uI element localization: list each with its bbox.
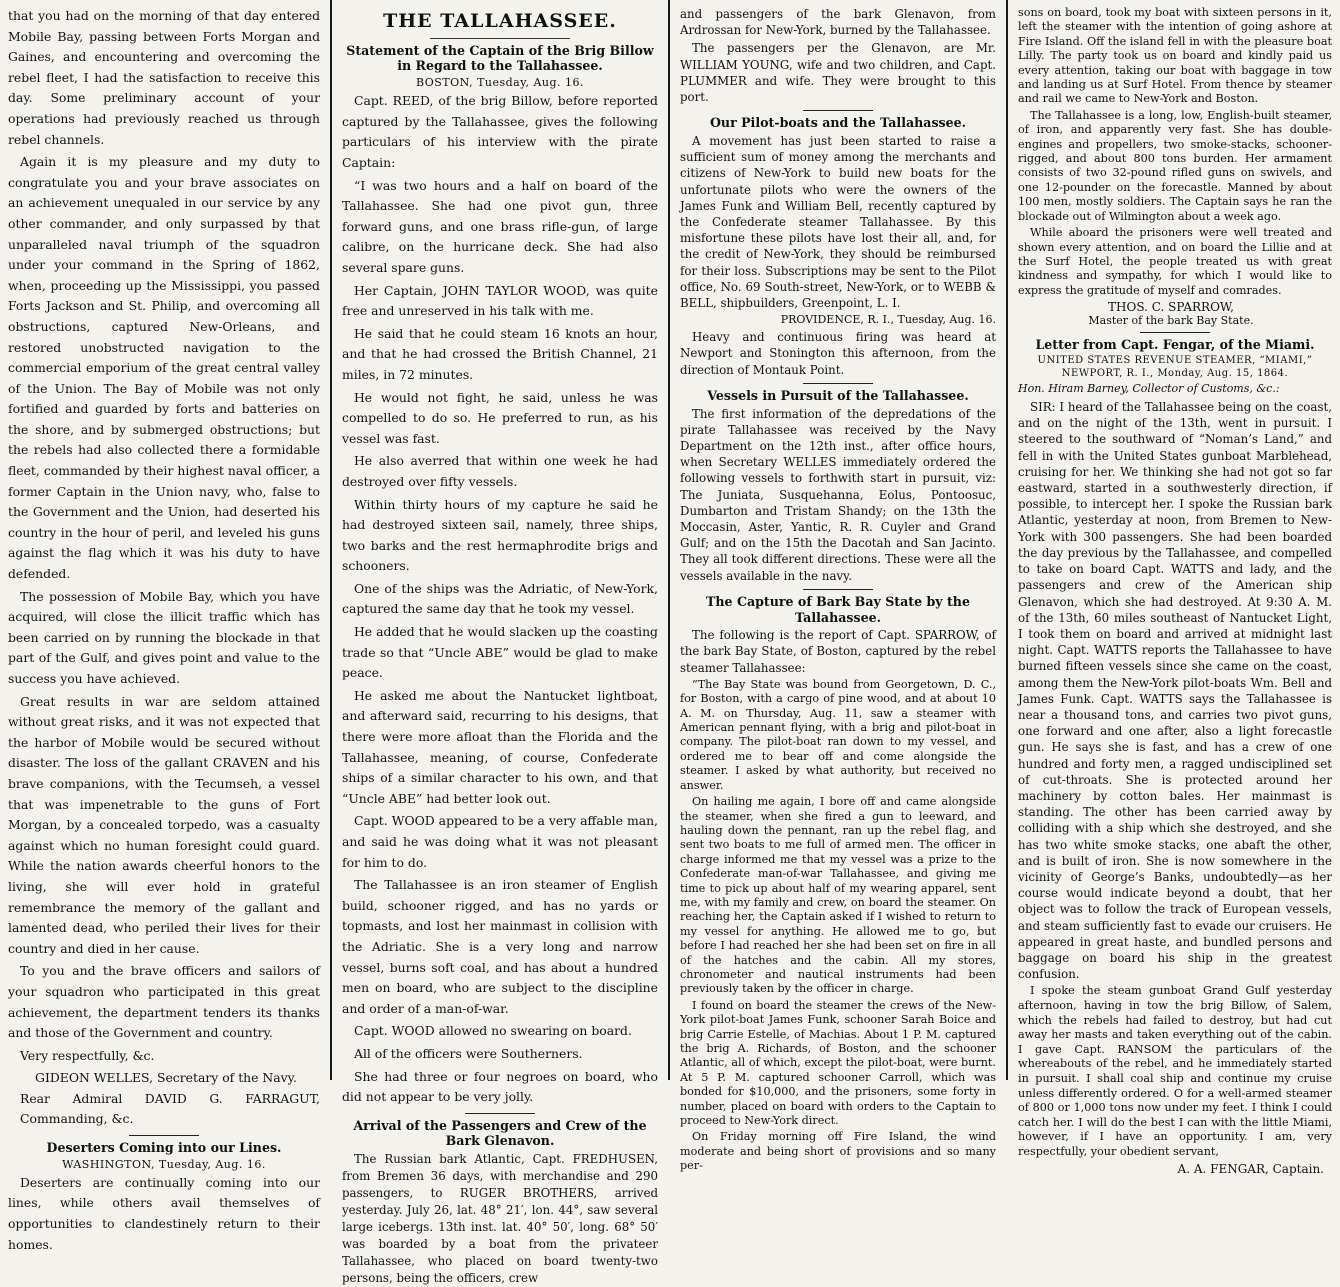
signature: GIDEON WELLES, Secretary of the Navy.: [35, 1070, 297, 1086]
section-divider: [430, 38, 570, 39]
dateline: PROVIDENCE, R. I., Tuesday, Aug. 16.: [780, 313, 996, 327]
headline-bay-state: The Capture of Bark Bay State by the Tallahassee.: [706, 593, 970, 625]
paragraph: The Tallahassee is a long, low, English-built steamer, of iron, and apparently very fast. She has double-engines and propellers, two smoke-stacks, schooner-rigged, and about 800 tons burden. Her armament consists of two 32-pound rifled guns on swivels, and one 12-pounder on the forecastle. Manned by about 100 men, mostly soldiers. The Captain says he ran the blockade out of Wilmington about a week ago.: [1018, 108, 1332, 223]
paragraph: Capt. WOOD appeared to be a very affable man, and said he was doing what it was not pleasant for him to do.: [342, 813, 658, 870]
dateline: WASHINGTON, Tuesday, Aug. 16.: [62, 1157, 266, 1171]
paragraph: Capt. REED, of the brig Billow, before reported captured by the Tallahassee, gives the following particulars of his interview with the pirate Captain:: [342, 93, 658, 170]
paragraph: To you and the brave officers and sailors of your squadron who participated in this great achievement, the department tenders its thanks and those of the Government and country.: [8, 963, 320, 1041]
paragraph: On Friday morning off Fire Island, the wind moderate and being short of provisions and so many per-: [680, 1130, 996, 1173]
headline-deserters: Deserters Coming into our Lines.: [46, 1140, 282, 1156]
column-3: [672, 0, 1004, 1173]
paragraph: Capt. WOOD allowed no swearing on board.: [354, 1023, 632, 1039]
paragraph: She had three or four negroes on board, who did not appear to be very jolly.: [342, 1068, 658, 1105]
column-rule: [1006, 0, 1008, 1080]
dateline: BOSTON, Tuesday, Aug. 16.: [415, 76, 585, 90]
paragraph: Heavy and continuous firing was heard at Newport and Stonington this afternoon, from the direction of Montauk Point.: [680, 330, 996, 377]
paragraph: and passengers of the bark Glenavon, from Ardrossan for New-York, burned by the Tallahassee.: [680, 7, 996, 38]
paragraph: I spoke the steam gunboat Grand Gulf yesterday afternoon, having in tow the brig Billow, of Salem, which the rebels had failed to destroy, but had cut away her masts and taken everything out of the cabin. I gave Capt. RANSOM the particulars of the whereabouts of the rebel, and he immediately started in pursuit. I shall coal ship and continue my cruise unless differently ordered. O for a well-armed steamer of 800 or 1,000 tons now under my feet. I think I could catch her. I will do the best I can with the little Miami, however, if I have an opportunity. I am, very respectfully, your obedient servant,: [1018, 984, 1332, 1158]
headline-pilot-boats: Our Pilot-boats and the Tallahassee.: [709, 115, 967, 131]
column-1: [0, 0, 328, 1252]
paragraph: He asked me about the Nantucket lightboat, and afterward said, recurring to his designs, that there were more afloat than the Florida and the Tallahassee, meaning, of course, Confederate ships of a similar character to his own, and that “Uncle ABE” had better look out.: [342, 687, 658, 806]
paragraph: While aboard the prisoners were well treated and shown every attention, and on board the Lillie and at the Surf Hotel, the people treated us with great kindness and sympathy, for which I would like to express the gratitude of myself and comrades.: [1018, 226, 1332, 297]
paragraph: Deserters are continually coming into our lines, while others avail themselves of opportunities to clandestinely return to their homes.: [8, 1174, 320, 1252]
paragraph: sons on board, took my boat with sixteen persons in it, left the steamer with the intention of going ashore at Fire Island. Off the island fell in with the pleasure boat Lilly. The party took us on board and kindly paid us every attention, taking our boat with baggage in tow and landing us at Surf Hotel. From thence by steamer and rail we came to New-York and Boston.: [1018, 6, 1332, 106]
section-divider: [803, 110, 873, 111]
headline-glenavon: Arrival of the Passengers and Crew of the Bark Glenavon.: [353, 1117, 647, 1149]
addressee: Hon. Hiram Barney, Collector of Customs, &c.:: [1018, 381, 1280, 395]
column-rule: [330, 0, 332, 1080]
dateline: NEWPORT, R. I., Monday, Aug. 15, 1864.: [1061, 367, 1289, 379]
paragraph: Within thirty hours of my capture he said he had destroyed sixteen sail, namely, three ships, two barks and the rest hermaphrodite brigs and schooners.: [342, 496, 658, 574]
paragraph: Again it is my pleasure and my duty to congratulate you and your brave associates on an achievement unequaled in our service by any other commander, and only surpassed by that unparalleled naval triumph of the squadron under your command in the Spring of 1862, when, proceeding up the Mississippi, you passed Forts Jackson and St. Philip, and overcoming all obstructions, captured New-Orleans, and restored unobstructed navigation to the commercial emporium of the great central valley of the Union. The Bay of Mobile was not only fortified and guarded by forts and batteries on the shore, and by submerged obstructions; but the rebels had also collected there a formidable fleet, commanded by their highest naval officer, a former Captain in the Union navy, who, false to the Government and the Union, had deserted his country in the hour of peril, and leveled his guns against the flag which it was his duty to have defended.: [8, 154, 320, 582]
paragraph: Very respectfully, &c.: [20, 1047, 155, 1063]
paragraph: I found on board the steamer the crews of the New-York pilot-boat James Funk, schooner Sarah Boice and brig Carrie Estelle, of Machias. About 1 P. M. captured the brig A. Richards, of Boston, and the schooner Atlantic, all of which, except the pilot-boat, were burnt. At 5 P. M. captured schooner Carroll, which was bonded for $10,000, and the prisoners, some forty in number, placed on board with orders to the Captain to proceed to New-York direct.: [680, 998, 996, 1128]
column-2: [334, 0, 666, 1286]
section-divider: [129, 1135, 199, 1136]
paragraph: Her Captain, JOHN TAYLOR WOOD, was quite free and unreserved in his talk with me.: [342, 282, 658, 319]
paragraph: He added that he would slacken up the coasting trade so that “Uncle ABE” would be glad to make peace.: [342, 624, 658, 681]
paragraph: One of the ships was the Adriatic, of New-York, captured the same day that he took my vessel.: [342, 580, 658, 617]
paragraph: that you had on the morning of that day entered Mobile Bay, passing between Forts Morgan and Gaines, and encountering and overcoming the rebel fleet, I had the satisfaction to receive this day. Some preliminary account of your operations had previously reached us through rebel channels.: [8, 8, 320, 147]
paragraph: He also averred that within one week he had destroyed over fifty vessels.: [342, 453, 658, 489]
paragraph: A movement has just been started to raise a sufficient sum of money among the merchants and citizens of New-York to build new boats for the unfortunate pilots who were the owners of the James Funk and William Bell, recently captured by the Confederate steamer Tallahassee. By this misfortune these pilots have lost their all, and, for the credit of New-York, they should be reimbursed for their loss. Subscriptions may be sent to the Pilot office, No. 69 South-street, New-York, or to WEBB & BELL, shipbuilders, Greenpoint, L. I.: [680, 133, 996, 310]
headline-vessels: Vessels in Pursuit of the Tallahassee.: [707, 387, 969, 403]
section-divider: [465, 1113, 535, 1114]
paragraph: The possession of Mobile Bay, which you have acquired, will close the illicit traffic which has been carried on by running the blockade in that part of the Gulf, and gives point and value to the success you have achieved.: [8, 588, 320, 686]
addressee: Rear Admiral DAVID G. FARRAGUT, Commanding, &c.: [20, 1090, 320, 1127]
paragraph: SIR: I heard of the Tallahassee being on the coast, and on the night of the 13th, went in pursuit. I steered to the southward of “Noman’s Land,” and fell in with the United States gunboat Marblehead, cruising for her. We thinking she had not got so far eastward, started in a southwesterly direction, if possible, to intercept her. I spoke the Russian bark Atlantic, yesterday at noon, from Bremen to New-York with 300 passengers. She had been boarded the day previous by the Tallahassee, and compelled to take on board Capt. WATTS and lady, and the passengers and crew of the American ship Glenavon, which she had destroyed. At 9:30 A. M. of the 13th, 60 miles southeast of Nantucket Light, I took them on board and arrived at midnight last night. Capt. WATTS reports the Tallahassee to have burned fifteen vessels since she came on the coast, among them the New-York pilot-boats Wm. Bell and James Funk. Capt. WATTS says the Tallahassee is near a thousand tons, and carries two pivot guns, one forward and one after, also a light forecastle gun. He says she is fast, and has a crew of one hundred and forty men, a ragged undisciplined set of cut-throats. She is protected around her machinery by cotton bales. Her mainmast is standing. The other has been carried away by colliding with a ship which she destroyed, and she has two white smoke stacks, one abaft the other, and is built of iron. She is now somewhere in the vicinity of George’s Banks, undoubtedly—as her course would indicate beyond a doubt, that her object was to follow the track of European vessels, and steam sufficiently fast to evade our cruisers. He appeared in great haste, and bundled persons and baggage on board his ship in the greatest confusion.: [1018, 400, 1332, 982]
paragraph: On hailing me again, I bore off and came alongside the steamer, when she fired a gun to leeward, and hauling down the pennant, ran up the rebel flag, and sent two boats to me full of armed men. The officer in charge informed me that my vessel was a prize to the Confederate man-of-war Tallahassee, and giving me time to pick up about half of my wearing apparel, sent me, with my family and crew, on board the steamer. On reaching her, the Captain asked if I wished to return to my vessel for anything. He allowed me to go, but before I had reached her she had been set on fire in all of the hatches and the cabin. All my stores, chronometer and nautical instruments had been previously taken by the officer in charge.: [680, 795, 996, 996]
section-divider: [803, 383, 873, 384]
section-divider: [1140, 332, 1210, 333]
paragraph: The passengers per the Glenavon, are Mr. WILLIAM YOUNG, wife and two children, and Capt. PLUMMER and wife. They were brought to this port.: [680, 41, 996, 105]
paragraph: “The Bay State was bound from Georgetown, D. C., for Boston, with a cargo of pine wood, and at about 10 A. M. on Thursday, Aug. 11, saw a steamer with American pennant flying, with a brig and pilot-boat in company. The pilot-boat ran down to my vessel, and ordered me to bear off and come alongside the steamer. I asked by what authority, but received no answer.: [680, 677, 996, 792]
paragraph: He would not fight, he said, unless he was compelled to do so. He preferred to run, as his vessel was fast.: [342, 389, 658, 446]
column-4: [1010, 0, 1340, 1176]
signature: THOS. C. SPARROW,: [1108, 300, 1234, 315]
section-divider: [803, 589, 873, 590]
headline-fengar: Letter from Capt. Fengar, of the Miami.: [1035, 337, 1315, 353]
paragraph: “I was two hours and a half on board of the Tallahassee. She had one pivot gun, three forward guns, and one brass rifle-gun, of large calibre, on the hurricane deck. She had also several spare guns.: [342, 177, 658, 275]
masthead: THE TALLAHASSEE.: [383, 10, 617, 32]
dateline: UNITED STATES REVENUE STEAMER, “MIAMI,”: [1037, 354, 1313, 366]
paragraph: The Russian bark Atlantic, Capt. FREDHUSEN, from Bremen 36 days, with merchandise and 290 passengers, to RUGER BROTHERS, arrived yesterday. July 26, lat. 48° 21′, lon. 44°, saw several large icebergs. 13th inst. lat. 40° 50′, long. 68° 50′ was boarded by a boat from the privateer Tallahassee, who placed on board twenty-two persons, being the officers, crew: [342, 1152, 658, 1286]
column-rule: [668, 0, 670, 1080]
paragraph: The Tallahassee is an iron steamer of English build, schooner rigged, and has no yards or topmasts, and lost her mainmast in collision with the Adriatic. She is a very long and narrow vessel, burns soft coal, and has about a hundred men on board, who are subject to the discipline and order of a man-of-war.: [342, 877, 658, 1016]
signature-title: Master of the bark Bay State.: [1088, 314, 1254, 328]
paragraph: He said that he could steam 16 knots an hour, and that he had crossed the British Channel, 21 miles, in 72 minutes.: [342, 325, 658, 382]
paragraph: The following is the report of Capt. SPARROW, of the bark Bay State, of Boston, captured by the rebel steamer Tallahassee:: [680, 628, 996, 675]
signature: A. A. FENGAR, Captain.: [1177, 1161, 1324, 1176]
paragraph: Great results in war are seldom attained without great risks, and it was not expected that the harbor of Mobile would be secured without disaster. The loss of the gallant CRAVEN and his brave companions, with the Tecumseh, a vessel that was impenetrable to the guns of Fort Morgan, by a concealed torpedo, was a casualty against which no human foresight could guard. While the nation awards cheerful honors to the living, she will ever hold in grateful remembrance the memory of the gallant and lamented dead, who periled their lives for their country and died in her cause.: [8, 693, 320, 956]
paragraph: All of the officers were Southerners.: [354, 1045, 583, 1061]
headline-billow: Statement of the Captain of the Brig Billow in Regard to the Tallahassee.: [346, 42, 654, 74]
paragraph: The first information of the depredations of the pirate Tallahassee was received by the Navy Department on the 12th inst., after office hours, when Secretary WELLES immediately ordered the following vessels to forthwith start in pursuit, viz: The Juniata, Susquehanna, Eolus, Pontoosuc, Dumbarton and Tristam Shandy; on the 13th the Moccasin, Aster, Yantic, R. R. Cuyler and Grand Gulf; and on the 15th the Dacotah and San Jacinto. They all took different directions. These were all the vessels available in the navy.: [680, 406, 996, 583]
